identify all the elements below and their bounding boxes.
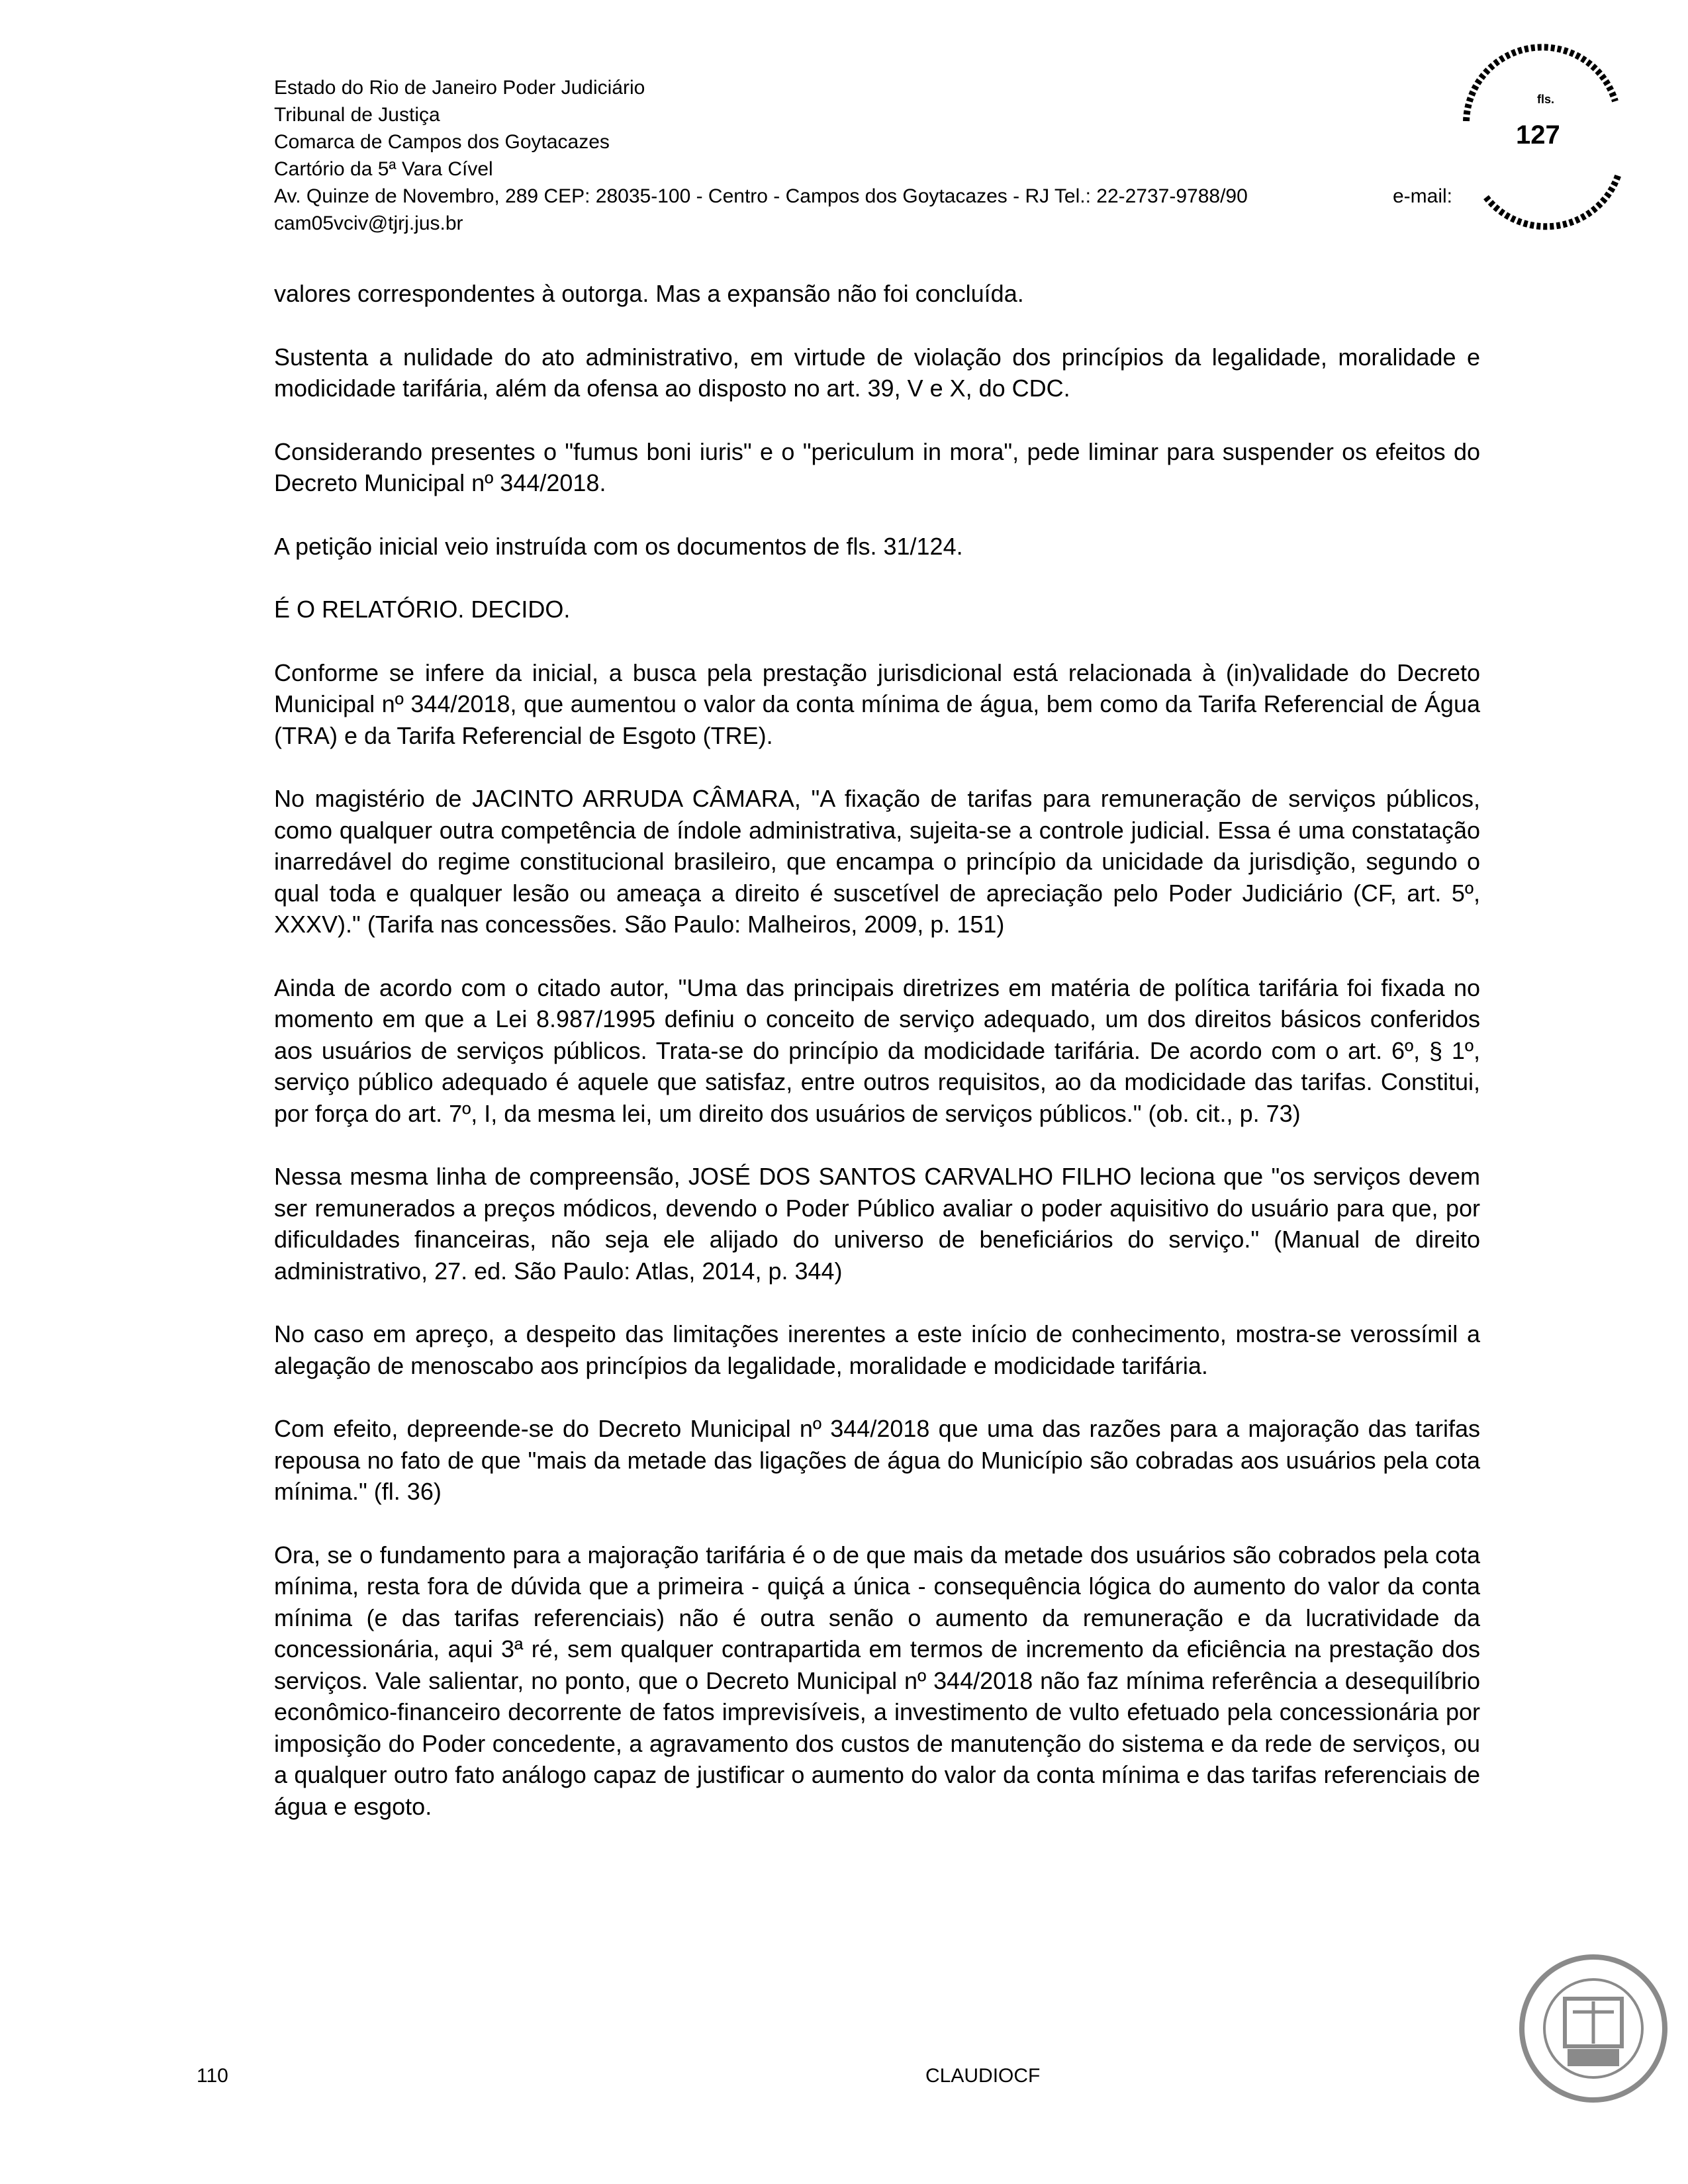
header-email-label: e-mail:	[1392, 185, 1452, 207]
paragraph: Com efeito, depreende-se do Decreto Municipal nº 344/2018 que uma das razões para a majoração das tarifas repousa no fato de que "mais da metade das ligações de água do Município são cobradas aos usuários pela cota mínima." (fl. 36)	[274, 1415, 1480, 1505]
header-court: Tribunal de Justiça	[274, 104, 440, 126]
paragraph: No magistério de JACINTO ARRUDA CÂMARA, "A fixação de tarifas para remuneração de serviços públicos, como qualquer outra competência de índole administrativa, sujeita-se a controle judicial. Essa é uma constatação inarredável do regime constitucional brasileiro, que encampa o princípio da unicidade da jurisdição, segundo o qual toda e qualquer lesão ou ameaça a direito é suscetível de apreciação pelo Poder Judiciário (CF, art. 5º, XXXV)." (Tarifa nas concessões. São Paulo: Malheiros, 2009, p. 151)	[274, 785, 1480, 938]
header-district: Comarca de Campos dos Goytacazes	[274, 131, 610, 153]
page-number-stamp: 127	[1516, 120, 1560, 150]
footer-page-number: 110	[197, 2065, 228, 2087]
header-address-row	[274, 183, 1452, 210]
stamp-fls-label: fls.	[1537, 93, 1555, 106]
paragraph: Sustenta a nulidade do ato administrativo, em virtude de violação dos princípios da legalidade, moralidade e modicidade tarifária, além da ofensa ao disposto no art. 39, V e X, do CDC.	[274, 343, 1480, 402]
paragraph: Nessa mesma linha de compreensão, JOSÉ DOS SANTOS CARVALHO FILHO leciona que "os serviços devem ser remunerados a preços módicos, devendo o Poder Público avaliar o poder aquisitivo do usuário para que, por dificuldades financeiras, não seja ele alijado do universo de beneficiários do serviço." (Manual de direito administrativo, 27. ed. São Paulo: Atlas, 2014, p. 344)	[274, 1163, 1480, 1285]
paragraph: Ainda de acordo com o citado autor, "Uma das principais diretrizes em matéria de política tarifária foi fixada no momento em que a Lei 8.987/1995 definiu o conceito de serviço adequado, um dos direitos básicos conferidos aos usuários de serviços públicos. Trata-se do princípio da modicidade tarifária. De acordo com o art. 6º, § 1º, serviço público adequado é aquele que satisfaz, entre outros requisitos, ao da modicidade das tarifas. Constitui, por força do art. 7º, I, da mesma lei, um direito dos usuários de serviços públicos." (ob. cit., p. 73)	[274, 974, 1480, 1127]
paragraph: Ora, se o fundamento para a majoração tarifária é o de que mais da metade dos usuários são cobrados pela cota mínima, resta fora de dúvida que a primeira - quiçá a única - consequência lógica do aumento do valor da conta mínima (e das tarifas referenciais) não é outra senão o aumento da remuneração e da lucratividade da concessionária, aqui 3ª ré, sem qualquer contrapartida em termos de incremento da eficiência na prestação dos serviços. Vale salientar, no ponto, que o Decreto Municipal nº 344/2018 não faz mínima referência a desequilíbrio econômico-financeiro decorrente de fatos imprevisíveis, a investimento de vulto efetuado pela concessionária por imposição do Poder concedente, a agravamento dos custos de manutenção do sistema e da rede de serviços, ou a qualquer outro fato análogo capaz de justificar o aumento do valor da conta mínima e das tarifas referenciais de água e esgoto.	[274, 1541, 1480, 1820]
paragraph: valores correspondentes à outorga. Mas a expansão não foi concluída.	[274, 280, 1024, 307]
paragraph: A petição inicial veio instruída com os documentos de fls. 31/124.	[274, 532, 963, 560]
footer-user: CLAUDIOCF	[925, 2065, 1041, 2087]
paragraph: É O RELATÓRIO. DECIDO.	[274, 596, 571, 623]
paragraph: No caso em apreço, a despeito das limitações inerentes a este início de conhecimento, mostra-se verossímil a alegação de menoscabo aos princípios da legalidade, moralidade e modicidade tarifária.	[274, 1320, 1480, 1379]
paragraph: Considerando presentes o "fumus boni iuris" e o "periculum in mora", pede liminar para suspender os efeitos do Decreto Municipal nº 344/2018.	[274, 437, 1480, 496]
digital-signature-seal-icon	[1517, 1952, 1669, 2105]
document-header	[274, 74, 1452, 237]
header-email: cam05vciv@tjrj.jus.br	[274, 212, 463, 234]
header-registry: Cartório da 5ª Vara Cível	[274, 158, 493, 180]
header-state: Estado do Rio de Janeiro Poder Judiciário	[274, 77, 645, 99]
header-address: Av. Quinze de Novembro, 289 CEP: 28035-100 - Centro - Campos dos Goytacazes - RJ Tel.: 22-2737-9788/90	[274, 185, 1248, 207]
document-body	[274, 278, 1480, 1854]
paragraph: Conforme se infere da inicial, a busca pela prestação jurisdicional está relacionada à (in)validade do Decreto Municipal nº 344/2018, que aumentou o valor da conta mínima de água, bem como da Tarifa Referencial de Água (TRA) e da Tarifa Referencial de Esgoto (TRE).	[274, 659, 1480, 749]
